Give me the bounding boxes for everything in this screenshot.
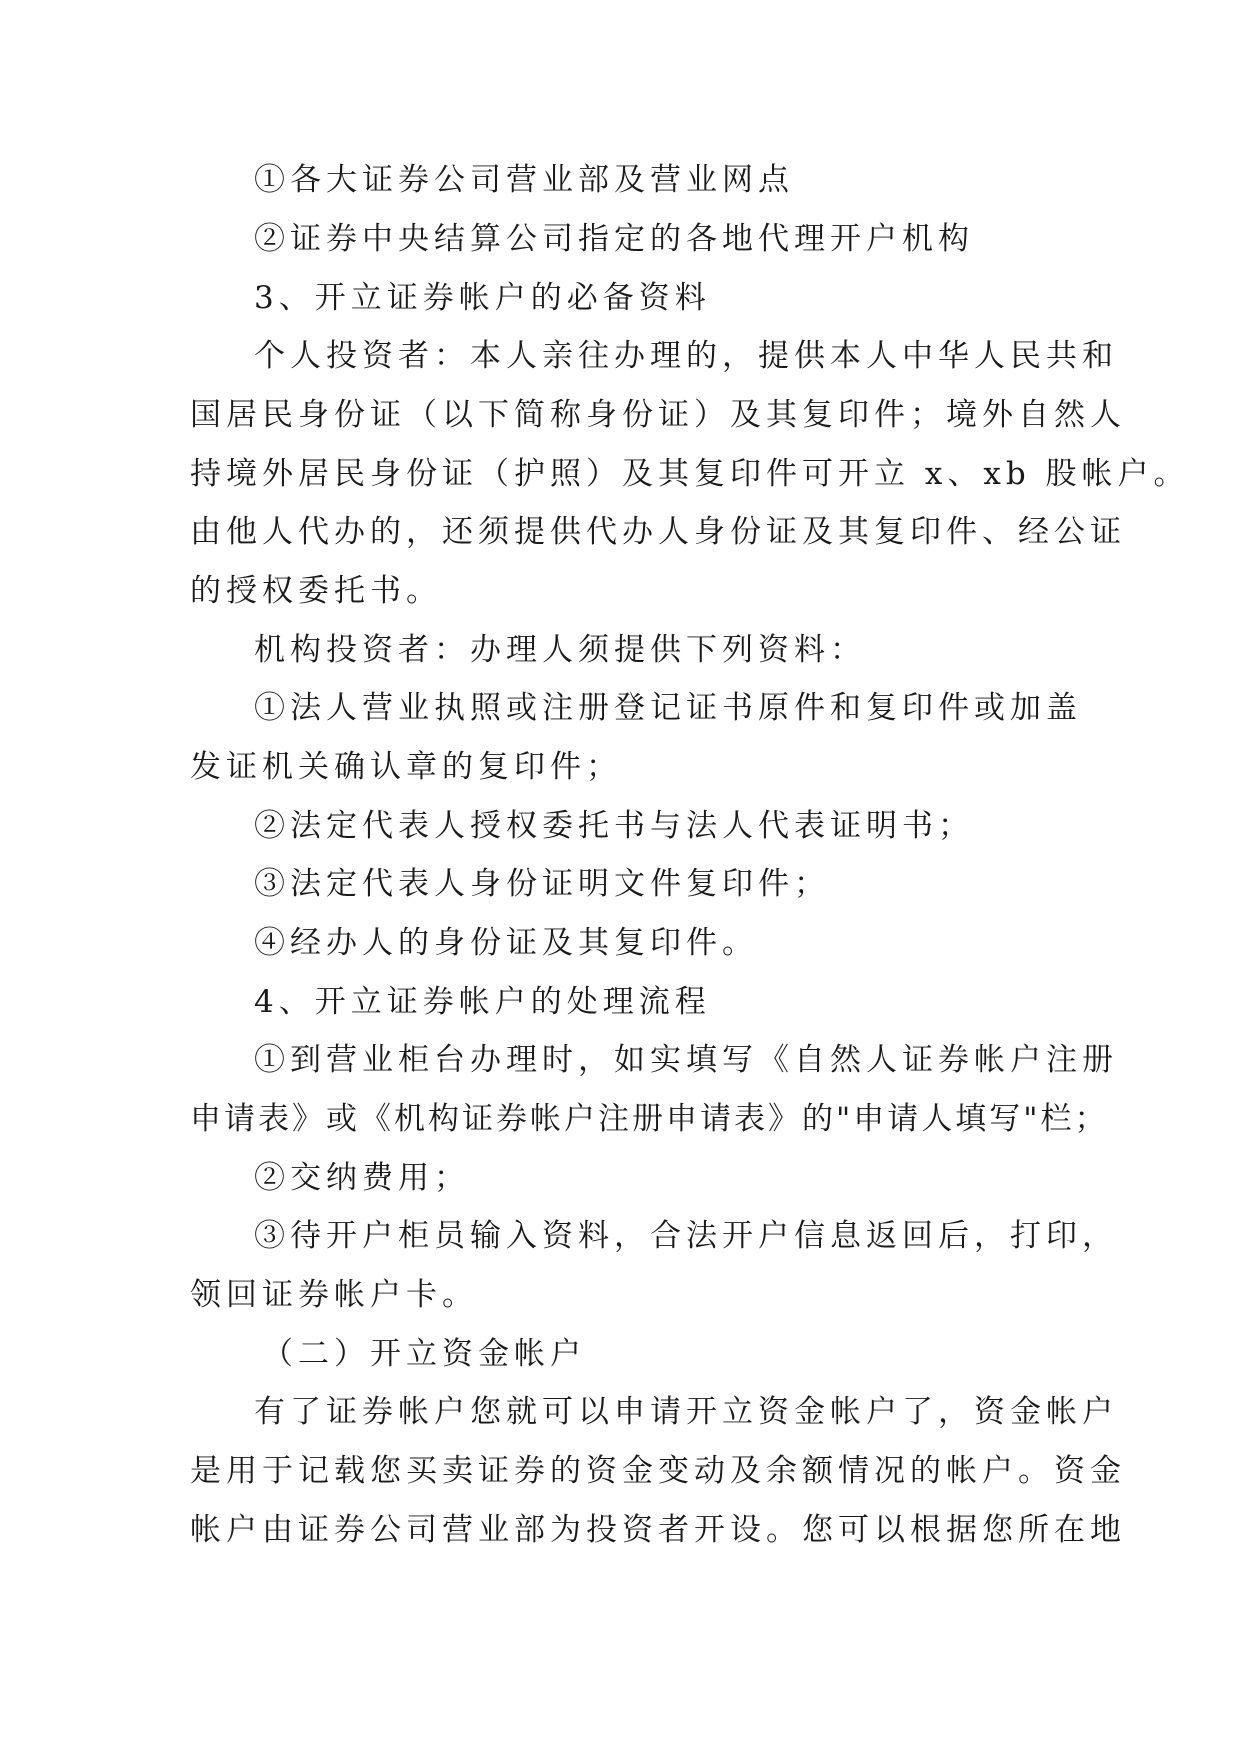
text-line: 是用于记载您买卖证券的资金变动及余额情况的帐户。资金 <box>190 1453 1126 1489</box>
text-line: ②交纳费用； <box>254 1160 470 1196</box>
text-line: 由他人代办的，还须提供代办人身份证及其复印件、经公证 <box>190 514 1126 550</box>
text-line: ③待开户柜员输入资料，合法开户信息返回后，打印， <box>254 1218 1118 1254</box>
text-line: 申请表》或《机构证券帐户注册申请表》的"申请人填写"栏； <box>190 1101 1109 1137</box>
text-line: 的授权委托书。 <box>190 573 442 609</box>
text-line: ②证券中央结算公司指定的各地代理开户机构 <box>254 221 974 257</box>
text-line: 机构投资者：办理人须提供下列资料： <box>254 632 866 668</box>
section-heading: 4、开立证券帐户的处理流程 <box>254 984 711 1020</box>
text-line: 帐户由证券公司营业部为投资者开设。您可以根据您所在地 <box>190 1512 1126 1548</box>
text-line: 国居民身份证（以下简称身份证）及其复印件；境外自然人 <box>190 397 1126 433</box>
text-line: 发证机关确认章的复印件； <box>190 749 622 785</box>
section-heading: （二）开立资金帐户 <box>262 1336 586 1372</box>
section-heading: 3、开立证券帐户的必备资料 <box>254 280 711 316</box>
text-line: ②法定代表人授权委托书与法人代表证明书； <box>254 808 974 844</box>
text-line: 有了证券帐户您就可以申请开立资金帐户了，资金帐户 <box>254 1394 1118 1430</box>
text-line: ④经办人的身份证及其复印件。 <box>254 925 758 961</box>
text-line: ①各大证券公司营业部及营业网点 <box>254 162 794 198</box>
text-line: ③法定代表人身份证明文件复印件； <box>254 866 830 902</box>
text-line: 持境外居民身份证（护照）及其复印件可开立 x、xb 股帐户。 <box>190 456 1190 492</box>
text-line: ①到营业柜台办理时，如实填写《自然人证券帐户注册 <box>254 1042 1118 1078</box>
text-line: 个人投资者：本人亲往办理的，提供本人中华人民共和 <box>254 338 1118 374</box>
text-line: 领回证券帐户卡。 <box>190 1277 478 1313</box>
text-line: ①法人营业执照或注册登记证书原件和复印件或加盖 <box>254 690 1082 726</box>
